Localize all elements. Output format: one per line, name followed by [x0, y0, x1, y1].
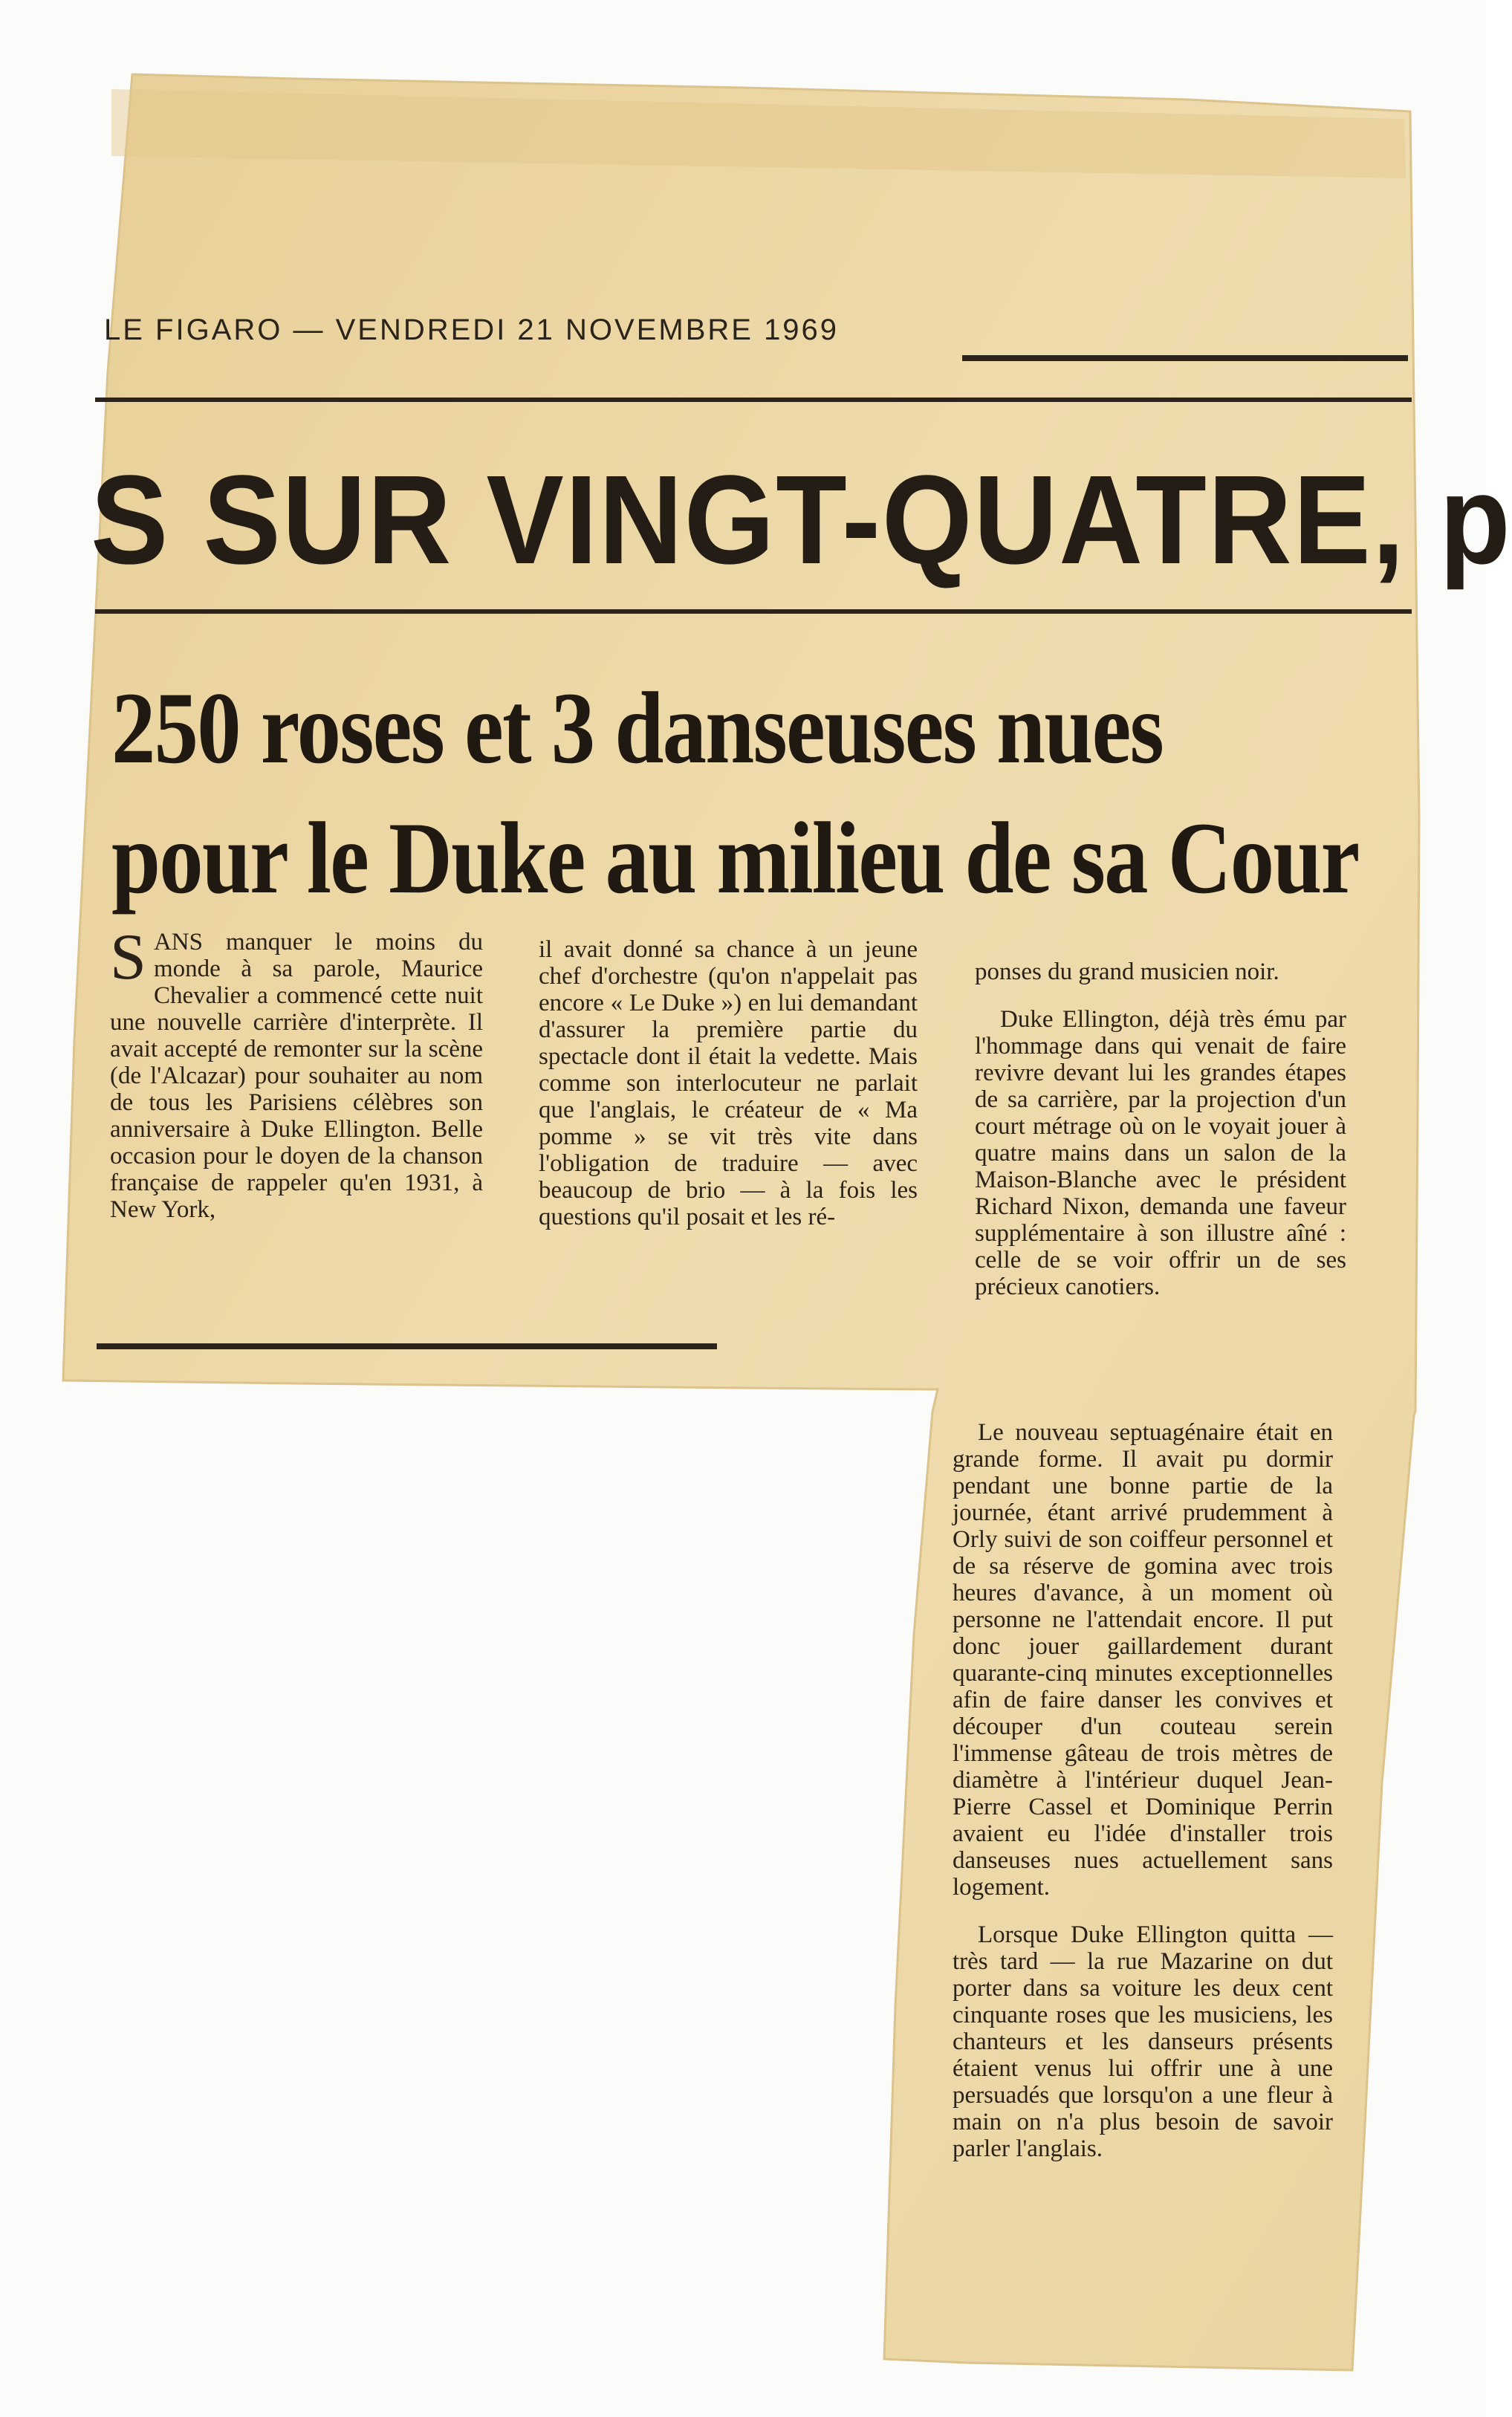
- top-rule: [95, 398, 1412, 402]
- banner-headline: S SUR VINGT-QUATRE, p: [91, 450, 1512, 591]
- banner-rule: [95, 609, 1412, 614]
- headline-line-2: pour le Duke au milieu de sa Cour: [111, 801, 1359, 915]
- article-column-3: [975, 958, 1346, 1300]
- masthead: LE FIGARO — VENDREDI 21 NOVEMBRE 1969: [104, 314, 840, 346]
- paragraph: Le nouveau septuagénaire était en grande forme. Il avait pu dormir pendant une bonne partie de la journée, étant arrivé prudemment à Orly suivi de son coiffeur personnel et de sa réserve de gomina avec trois heures d'avance, à un moment où personne ne l'attendait encore. Il put donc jouer gaillardement durant quarante-cinq minutes exceptionnelles afin de faire danser les convives et découper d'un couteau serein l'immense gâteau de trois mètres de diamètre à l'intérieur duquel Jean-Pierre Cassel et Dominique Perrin avaient eu l'idée d'installer trois danseuses nues actuellement sans logement.: [953, 1419, 1333, 1901]
- drop-cap: S: [110, 921, 146, 993]
- paragraph: ponses du grand musicien noir.: [975, 958, 1279, 985]
- masthead-rule: [962, 355, 1408, 361]
- paragraph: Lorsque Duke Ellington quitta — très tard — la rue Mazarine on dut porter dans sa voiture les deux cent cinquante roses que les musiciens, les chanteurs et les danseurs présents étaient venus lui offrir une à une persuadés que lorsqu'on a une fleur à main on n'a plus besoin de savoir parler l'anglais.: [953, 1921, 1333, 2162]
- article-column-2: il avait donné sa chance à un jeune chef d'orchestre (qu'on n'appelait pas encore « Le Duke ») en lui demandant d'assurer la première partie du spectacle dont il était la vedette. Mais comme son interlocuteur ne parlait que l'anglais, le créateur de « Ma pomme » se vit très vite dans l'obligation de traduire — avec beaucoup de brio — à la fois les questions qu'il posait et les ré-: [539, 936, 918, 1230]
- column-end-rule: [97, 1343, 717, 1349]
- article-column-1: [110, 921, 483, 1223]
- headline-line-1: 250 roses et 3 danseuses nues: [111, 671, 1164, 785]
- article-column-1-text: ANS manquer le moins du monde à sa parole, Maurice Chevalier a commencé cette nuit une nouvelle carrière d'interprète. Il avait accepté de remonter sur la scène (de l'Alcazar) pour souhaiter au nom de tous les Parisiens célèbres son anniversaire à Duke Ellington. Belle occasion pour le doyen de la chanson française de rappeler qu'en 1931, à New York,: [110, 929, 483, 1223]
- article-column-3-continued: [953, 1419, 1333, 2162]
- paragraph: Duke Ellington, déjà très ému par l'hommage dans qui venait de faire revivre devant lui les grandes étapes de sa carrière, par la projection d'un court métrage où on le voyait jouer à quatre mains dans un salon de la Maison-Blanche avec le président Richard Nixon, demanda une faveur supplémentaire à son illustre aîné : celle de se voir offrir un de ses précieux canotiers.: [975, 1006, 1346, 1300]
